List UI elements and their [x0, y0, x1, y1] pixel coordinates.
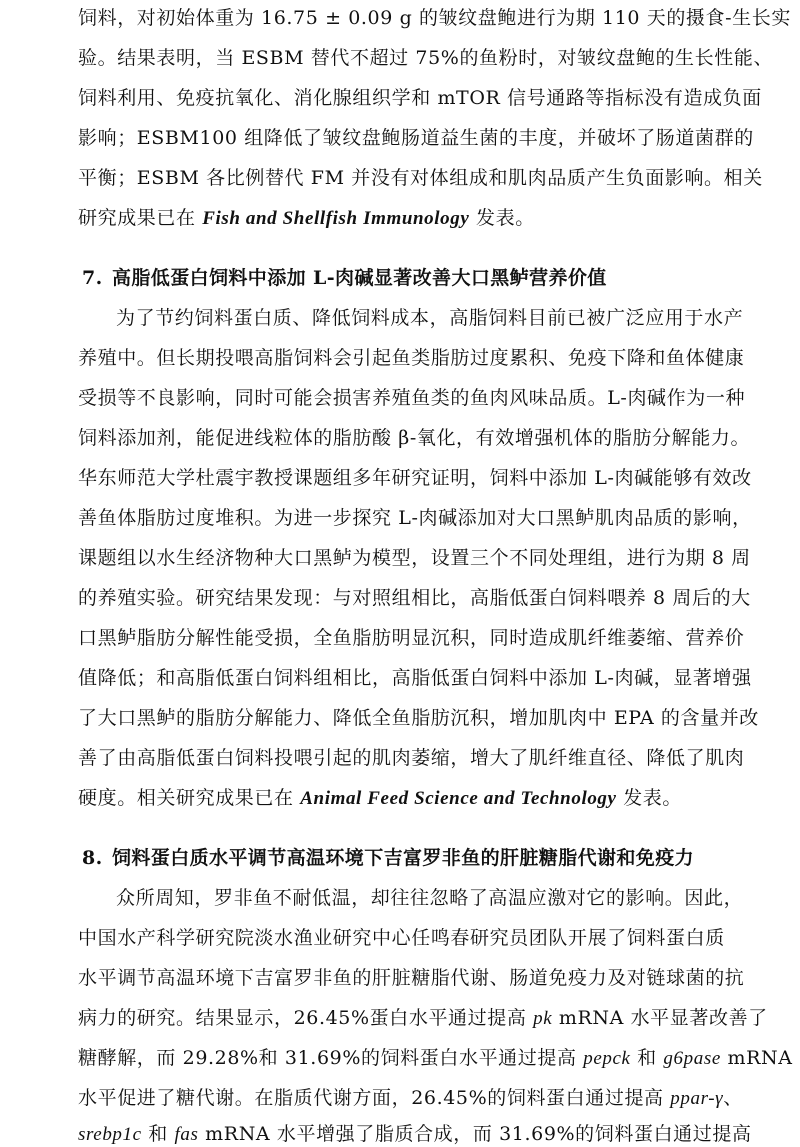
section-heading	[82, 846, 762, 870]
text-fragment: 水平促进了糖代谢。在脂质代谢方面，26.45%的饲料蛋白通过提高	[78, 1087, 671, 1109]
text-line	[78, 206, 748, 231]
journal-name: Animal Feed Science and Technology	[300, 788, 617, 809]
text-line: 善了由高脂低蛋白饲料投喂引起的肌肉萎缩，增大了肌纤维直径、降低了肌肉	[78, 747, 745, 769]
text-fragment: 和	[141, 1123, 175, 1145]
text-line: 影响；ESBM100 组降低了皱纹盘鲍肠道益生菌的丰度，并破坏了肠道菌群的	[78, 127, 754, 149]
gene-name: ppar-γ	[670, 1088, 724, 1109]
text-line: 饲料利用、免疫抗氧化、消化腺组织学和 mTOR 信号通路等指标没有造成负面	[78, 87, 762, 109]
journal-name: Fish and Shellfish Immunology	[202, 208, 470, 229]
gene-name: srebp1c	[78, 1124, 142, 1145]
text-fragment: 糖酵解，而 29.28%和 31.69%的饲料蛋白水平通过提高	[78, 1047, 584, 1069]
text-line	[78, 786, 748, 811]
text-fragment: mRNA	[720, 1047, 793, 1069]
text-line: 善鱼体脂肪过度堆积。为进一步探究 L-肉碱添加对大口黑鲈肌肉品质的影响，	[78, 507, 752, 529]
text-fragment: 硬度。相关研究成果已在	[78, 787, 301, 809]
text-line: 验。结果表明，当 ESBM 替代不超过 75%的鱼粉时，对皱纹盘鲍的生长性能、	[78, 47, 774, 69]
text-line: 口黑鲈脂肪分解性能受损，全鱼脂肪明显沉积，同时造成肌纤维萎缩、营养价	[78, 627, 745, 649]
text-line	[78, 1086, 748, 1111]
section-heading	[82, 266, 762, 290]
text-line: 受损等不良影响，同时可能会损害养殖鱼类的鱼肉风味品质。L-肉碱作为一种	[78, 387, 746, 409]
text-fragment: mRNA 水平显著改善了	[552, 1007, 768, 1029]
text-fragment: mRNA 水平增强了脂质合成，而 31.69%的饲料蛋白通过提高	[198, 1123, 752, 1145]
text-line	[78, 1046, 793, 1071]
text-fragment: 发表。	[616, 787, 683, 809]
text-line: 为了节约饲料蛋白质、降低饲料成本，高脂饲料目前已被广泛应用于水产	[116, 307, 744, 329]
gene-name: g6pase	[663, 1048, 721, 1069]
gene-name: pepck	[583, 1048, 631, 1069]
text-line: 中国水产科学研究院淡水渔业研究中心任鸣春研究员团队开展了饲料蛋白质	[78, 927, 725, 949]
text-fragment: 病力的研究。结果显示，26.45%蛋白水平通过提高	[78, 1007, 534, 1029]
text-line: 的养殖实验。研究结果发现：与对照组相比，高脂低蛋白饲料喂养 8 周后的大	[78, 587, 751, 609]
text-line: 课题组以水生经济物种大口黑鲈为模型，设置三个不同处理组，进行为期 8 周	[78, 547, 751, 569]
text-fragment: 和	[630, 1047, 664, 1069]
text-line	[78, 1006, 768, 1031]
text-line: 养殖中。但长期投喂高脂饲料会引起鱼类脂肪过度累积、免疫下降和鱼体健康	[78, 347, 745, 369]
text-line: 饲料添加剂，能促进线粒体的脂肪酸 β-氧化，有效增强机体的脂肪分解能力。	[78, 427, 751, 449]
text-line: 值降低；和高脂低蛋白饲料组相比，高脂低蛋白饲料中添加 L-肉碱，显著增强	[78, 667, 752, 689]
text-line	[78, 1122, 752, 1147]
section-title: 高脂低蛋白饲料中添加 L-肉碱显著改善大口黑鲈营养价值	[112, 267, 607, 289]
text-line: 平衡；ESBM 各比例替代 FM 并没有对体组成和肌肉品质产生负面影响。相关	[78, 167, 763, 189]
section-title: 饲料蛋白质水平调节高温环境下吉富罗非鱼的肝脏糖脂代谢和免疫力	[112, 847, 695, 869]
text-line: 华东师范大学杜震宇教授课题组多年研究证明，饲料中添加 L-肉碱能够有效改	[78, 467, 752, 489]
section-number: 7.	[82, 267, 103, 289]
gene-name: fas	[174, 1124, 199, 1145]
text-line: 水平调节高温环境下吉富罗非鱼的肝脏糖脂代谢、肠道免疫力及对链球菌的抗	[78, 967, 745, 989]
text-line: 众所周知，罗非鱼不耐低温，却往往忽略了高温应激对它的影响。因此，	[116, 887, 744, 909]
text-fragment: 、	[723, 1087, 743, 1109]
gene-name: pk	[533, 1008, 553, 1029]
text-fragment: 发表。	[469, 207, 535, 229]
text-fragment: 研究成果已在	[78, 207, 203, 229]
text-line: 饲料，对初始体重为 16.75 ± 0.09 g 的皱纹盘鲍进行为期 110 天的摄食-生长实	[78, 7, 791, 29]
section-number: 8.	[82, 847, 103, 869]
text-line: 了大口黑鲈的脂肪分解能力、降低全鱼脂肪沉积，增加肌肉中 EPA 的含量并改	[78, 707, 759, 729]
